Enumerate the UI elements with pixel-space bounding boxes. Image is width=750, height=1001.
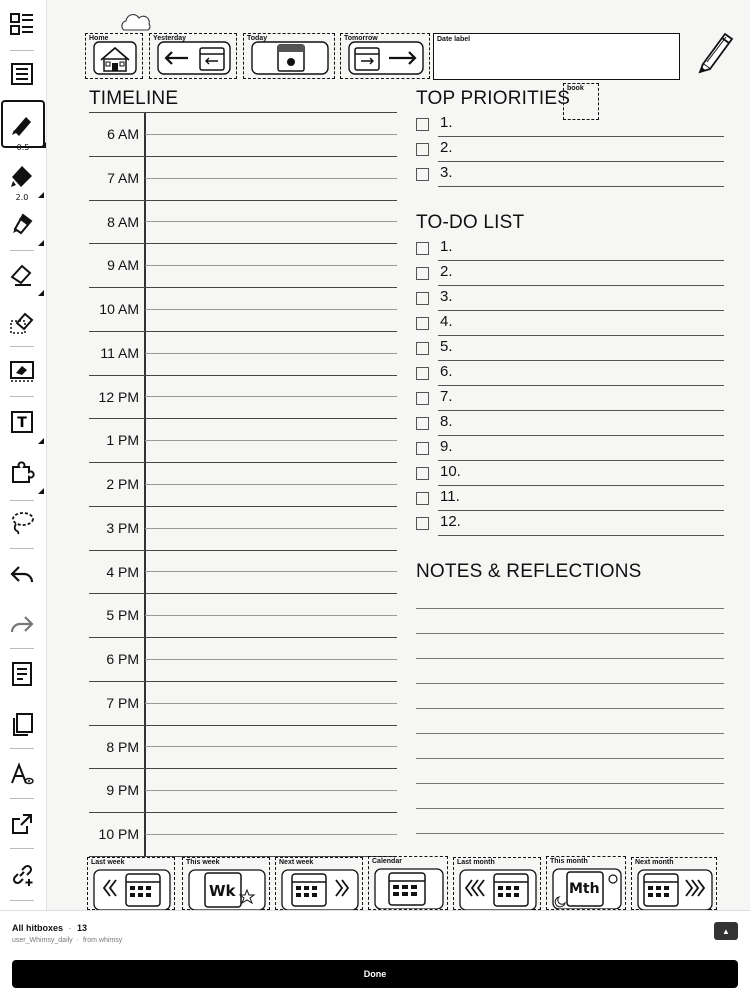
timeline-slot[interactable] — [146, 288, 397, 331]
tomorrow-arrow-icon — [347, 40, 425, 76]
yesterday-arrow-icon — [156, 40, 232, 76]
checkbox[interactable] — [416, 342, 429, 355]
item-number: 8. — [440, 413, 453, 430]
next-week-hitbox[interactable]: Next week — [275, 857, 363, 910]
item-write-line[interactable] — [438, 310, 724, 311]
checkbox[interactable] — [416, 442, 429, 455]
item-number: 2. — [440, 263, 453, 280]
checklist-item — [416, 163, 724, 188]
checklist-item — [416, 237, 724, 262]
timeline-slot[interactable] — [146, 463, 397, 506]
checklist-item — [416, 337, 724, 362]
checkbox[interactable] — [416, 467, 429, 480]
timeline-hour-label: 8 AM — [107, 213, 139, 230]
today-calendar-icon — [250, 40, 330, 76]
last-month-calendar-icon — [458, 868, 538, 910]
notes-title: NOTES & REFLECTIONS — [416, 561, 642, 582]
calendar-hitbox[interactable]: Calendar — [368, 856, 448, 910]
note-line — [416, 833, 724, 834]
checklist-item — [416, 312, 724, 337]
timeline-hour-label: 8 PM — [106, 738, 139, 755]
note-line — [416, 808, 724, 809]
footer-nav — [85, 856, 717, 910]
item-number: 6. — [440, 363, 453, 380]
timeline-hour-label: 4 PM — [106, 563, 139, 580]
checklist-item — [416, 387, 724, 412]
todo-title: TO-DO LIST — [416, 212, 525, 233]
note-line — [416, 633, 724, 634]
timeline-hour-label: 3 PM — [106, 519, 139, 536]
item-number: 7. — [440, 388, 453, 405]
timeline-hour-label: 10 AM — [99, 301, 139, 317]
item-number: 5. — [440, 338, 453, 355]
next-month-hitbox[interactable]: Next month — [631, 857, 717, 910]
item-number: 1. — [440, 238, 453, 255]
item-write-line[interactable] — [438, 385, 724, 386]
checklist-item — [416, 113, 724, 138]
cloud-icon — [118, 12, 154, 34]
item-write-line[interactable] — [438, 485, 724, 486]
timeline-slot[interactable] — [146, 682, 397, 725]
tomorrow-hitbox[interactable]: Tomorrow — [340, 33, 430, 79]
pen-fine-tool[interactable] — [1, 100, 45, 152]
checklist-item — [416, 437, 724, 462]
book-hitbox[interactable]: book — [563, 83, 599, 120]
timeline-hour-label: 2 PM — [106, 476, 139, 492]
note-line — [416, 608, 724, 609]
item-write-line[interactable] — [438, 410, 724, 411]
collapse-button[interactable] — [714, 922, 738, 940]
timeline-slot[interactable] — [146, 201, 397, 244]
sheet-title: All hitboxes — [12, 923, 64, 933]
timeline-slot[interactable] — [146, 244, 397, 287]
planner-page — [47, 0, 750, 910]
text-box-icon[interactable] — [3, 402, 41, 442]
pen-fine-icon — [10, 111, 36, 137]
this-month-hitbox[interactable]: This month Mth — [546, 856, 626, 910]
note-line — [416, 658, 724, 659]
checkbox[interactable] — [416, 517, 429, 530]
checklist-item — [416, 512, 724, 537]
timeline-slot[interactable] — [146, 594, 397, 637]
timeline-hour-label: 9 AM — [107, 257, 139, 274]
timeline-hour-label: 6 PM — [106, 651, 139, 667]
notebook-icon[interactable] — [3, 654, 41, 694]
pen-bold-size: 2.0 — [15, 193, 29, 202]
checkbox[interactable] — [416, 242, 429, 255]
item-write-line[interactable] — [438, 161, 724, 162]
highlighter-icon[interactable] — [3, 204, 41, 244]
item-write-line[interactable] — [438, 260, 724, 261]
item-number: 9. — [440, 438, 453, 455]
item-write-line[interactable] — [438, 535, 724, 536]
note-line — [416, 708, 724, 709]
note-line — [416, 758, 724, 759]
checkbox[interactable] — [416, 392, 429, 405]
checkbox[interactable] — [416, 367, 429, 380]
checklist-item — [416, 412, 724, 437]
sheet-subtitle: user_Whimsy_daily · from whimsy — [12, 937, 123, 944]
house-icon — [92, 40, 138, 76]
date-label-field[interactable]: Date label — [433, 33, 680, 80]
note-line — [416, 733, 724, 734]
yesterday-hitbox[interactable]: Yesterday — [149, 33, 237, 79]
checklist-item — [416, 262, 724, 287]
note-line — [416, 783, 724, 784]
item-number: 3. — [440, 164, 453, 181]
clear-eraser-icon[interactable] — [3, 350, 41, 390]
hitbox-count: 13 — [77, 923, 88, 933]
timeline-slot[interactable] — [146, 419, 397, 462]
checkbox[interactable] — [416, 492, 429, 505]
sheet-source: from whimsy — [82, 937, 123, 944]
list-icon[interactable] — [3, 54, 41, 94]
eraser-icon[interactable] — [3, 254, 41, 294]
checkbox[interactable] — [416, 143, 429, 156]
item-number: 12. — [440, 513, 461, 530]
svg-text:T: T — [17, 415, 27, 431]
pencil-icon[interactable] — [695, 28, 735, 74]
item-write-line[interactable] — [438, 435, 724, 436]
timeline-hour-label: 11 AM — [100, 344, 139, 361]
item-number: 2. — [440, 139, 453, 156]
pen-bold-icon — [9, 163, 35, 189]
timeline-slot[interactable] — [146, 813, 397, 856]
checkbox[interactable] — [416, 118, 429, 131]
timeline-hour-label: 10 PM — [98, 826, 139, 842]
checklist-item — [416, 138, 724, 163]
redo-icon[interactable] — [3, 604, 41, 644]
done-button[interactable] — [12, 960, 738, 988]
last-week-hitbox[interactable]: Last week — [87, 857, 175, 910]
timeline-slot[interactable] — [146, 769, 397, 812]
item-number: 10. — [440, 463, 461, 480]
checkbox[interactable] — [416, 317, 429, 330]
item-write-line[interactable] — [438, 360, 724, 361]
timeline-hour-label: 1 PM — [106, 432, 139, 449]
item-write-line[interactable] — [438, 510, 724, 511]
checklist-item — [416, 287, 724, 312]
priorities-title: TOP PRIORITIES — [416, 88, 571, 109]
item-write-line[interactable] — [438, 285, 724, 286]
done-label: Done — [363, 969, 387, 979]
lasso-icon[interactable] — [3, 502, 41, 542]
timeline-slot[interactable] — [146, 113, 397, 156]
item-write-line[interactable] — [438, 186, 724, 187]
lasso-eraser-icon[interactable] — [3, 302, 41, 342]
calendar-icon — [373, 867, 445, 909]
timeline-slot[interactable] — [146, 157, 397, 200]
next-week-calendar-icon — [280, 868, 360, 910]
week-label: Wk — [209, 882, 236, 900]
month-label: Mth — [569, 881, 600, 897]
left-toolbar — [0, 0, 47, 910]
sheet-title-row — [12, 923, 87, 933]
checkbox[interactable] — [416, 267, 429, 280]
item-number: 4. — [440, 313, 453, 330]
link-add-icon[interactable] — [3, 854, 41, 894]
puzzle-icon[interactable] — [3, 452, 41, 492]
timeline-title: TIMELINE — [89, 88, 179, 109]
pages-icon[interactable] — [3, 704, 41, 744]
home-hitbox[interactable]: Home — [85, 33, 143, 79]
timeline-hour-label: 9 PM — [106, 782, 139, 799]
timeline-hour-label: 5 PM — [106, 607, 139, 624]
checkbox[interactable] — [416, 417, 429, 430]
item-write-line[interactable] — [438, 460, 724, 461]
timeline-hour-label: 7 PM — [106, 694, 139, 711]
hitbox-sheet — [0, 910, 750, 1001]
pen-fine-size: 0.5 — [16, 143, 30, 152]
sheet-separator: · — [68, 923, 72, 933]
timeline-slot[interactable] — [146, 332, 397, 375]
timeline-hour-label: 7 AM — [107, 169, 139, 186]
checkbox[interactable] — [416, 168, 429, 181]
item-number: 1. — [440, 114, 453, 131]
checklist-item — [416, 362, 724, 387]
chevron-up-icon: ▲ — [722, 926, 730, 936]
item-number: 3. — [440, 288, 453, 305]
checkbox[interactable] — [416, 292, 429, 305]
checklist-item — [416, 462, 724, 487]
timeline-slot[interactable] — [146, 726, 397, 769]
item-number: 11. — [440, 488, 460, 505]
this-week-hitbox[interactable]: This week Wk — [182, 857, 270, 910]
undo-icon[interactable] — [3, 554, 41, 594]
timeline-slot[interactable] — [146, 507, 397, 550]
timeline-slot[interactable] — [146, 376, 397, 419]
timeline-slot[interactable] — [146, 638, 397, 681]
note-line — [416, 683, 724, 684]
timeline-hour-label: 6 AM — [107, 126, 139, 142]
checklist-item — [416, 487, 724, 512]
layout-grid-icon[interactable] — [3, 4, 41, 44]
item-write-line[interactable] — [438, 335, 724, 336]
pen-bold-tool[interactable] — [3, 156, 41, 202]
font-view-icon[interactable] — [3, 754, 41, 794]
timeline-hour-label: 12 PM — [98, 388, 139, 405]
next-month-calendar-icon — [636, 868, 714, 910]
item-write-line[interactable] — [438, 136, 724, 137]
last-month-hitbox[interactable]: Last month — [453, 857, 541, 910]
today-hitbox[interactable]: Today — [243, 33, 335, 79]
timeline-slot[interactable] — [146, 551, 397, 594]
share-icon[interactable] — [3, 804, 41, 844]
sheet-user: user_Whimsy_daily — [12, 937, 73, 944]
last-week-calendar-icon — [92, 868, 172, 910]
